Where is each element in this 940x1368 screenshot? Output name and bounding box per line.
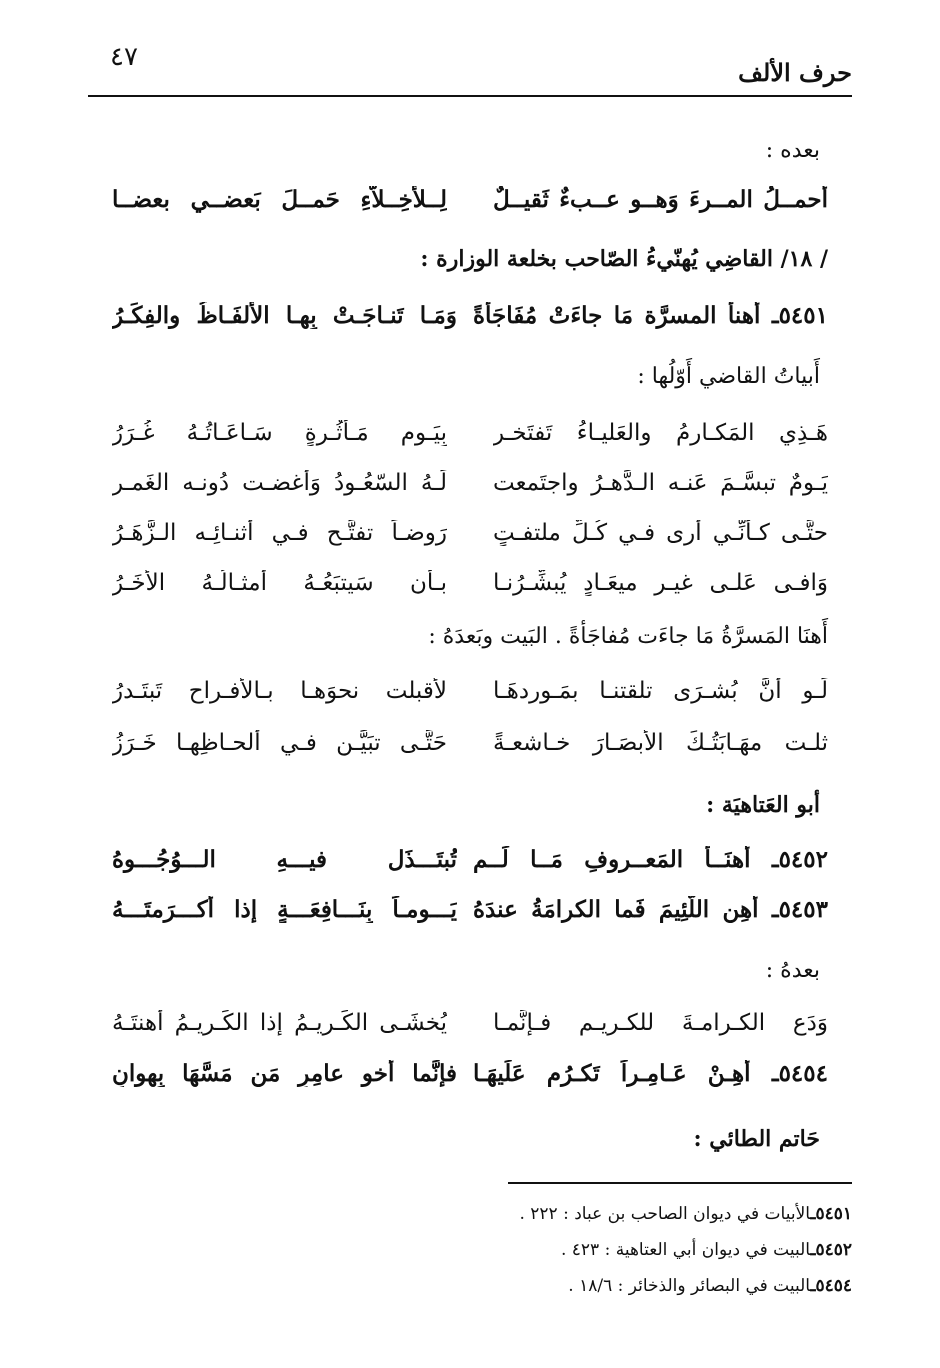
verse-line [112,420,828,464]
after-label: بعده : [765,138,820,163]
verse-hemistich-second: لِــلأَخِــلاَّءِ حَمــلَ بَعضــي بعضــا [112,186,447,213]
verse-hemistich-second: فإِنَّما أَخو عامِرٍ مَن مَسَّهَا بِهوانِ [112,1060,457,1087]
footnote-number: ٥٤٥٢ـ [810,1240,852,1260]
header-divider [88,95,852,97]
verse-hemistich-second: حَتَّـى تبَيَّـن فـي أَلحـاظِهـا خَـرَزُ [112,730,447,756]
footnote-divider [508,1182,852,1184]
verse-hemistich-first: ٥٤٥٢ـ أَهنَــأُ المَعــروفِ مَــا لَــم [473,846,828,873]
section-heading: / ١٨/ القاضِي يُهنّيءُ الصّاحب بخلعة الوزارة : [420,246,828,272]
footnote-text: الأبيات في ديوان الصاحب بن عباد : ٢٢٢ . [519,1204,811,1224]
footnote-number: ٥٤٥٤ـ [810,1276,852,1296]
chapter-title: حرف الألف [738,58,852,87]
page-number: ٤٧ [110,42,138,72]
verse-hemistich-second: لأَقبلت نحوَهـا بـالأفـراح تَبتَـدرُ [112,678,447,704]
verse-hemistich-first: أَحمــلُ المــرءَ وَهــو عــبءٌ ثَقيــلٌ [493,186,828,213]
verse-line [112,1010,828,1054]
verse-hemistich-first: وَافـى عَلـى غيـرِ ميعَـادٍ يُبشِّـرُنـا [493,570,828,596]
verse-line [112,896,828,940]
verse-hemistich-first: ثلـت مهَـابَتُـكَ الأَبصَـارَ خـاشعـةً [493,730,828,756]
verse-hemistich-first: حتَّـى كـأَنِّـي أَرى فـي كُـلِّ ملتفـتٍ [493,520,828,546]
footnote [568,1276,852,1296]
verse-hemistich-first: لَـو أنَّ بُشـرَى تلقتنـا بمَـوردهَـا [493,678,828,704]
footnote-text: البيت في ديوان أبي العتاهية : ٤٢٣ . [560,1240,811,1260]
verse-hemistich-second: بِيَـوم مَـأثُـرةٍ سَـاعَـاتُـهُ غُـرَرُ [112,420,447,446]
footnote [519,1204,852,1224]
verse-line [112,1060,828,1104]
verse-hemistich-first: ٥٤٥٤ـ أَهِـنْ عَـامِـراً تَكـرُم عَلَيهَـا [473,1060,828,1087]
verse-hemistich-second: لَـهُ السّعُـودُ وَأغضـت دُونـه الغَمـر [112,470,447,496]
verse-line [112,730,828,774]
verse-hemistich-first: هَـذِي المَكـارِمُ والعَليـاءُ تَفتَخـر [493,420,828,446]
verse-line [112,570,828,614]
verse-line [112,470,828,514]
verse-hemistich-second: بـأن سَيتبَعُـهُ أمثـالُـهُ الأُخَـرُ [112,570,447,596]
verse-hemistich-second: يَـــومـاً بِنَـــافِعَـــةٍ إِذا أَكـــرَمتَـــهُ [112,896,457,923]
verse-hemistich-second: وَمَـا تَنـاجَـتْ بِهـا الألفَـاظُ والفِكَـرُ [112,302,457,329]
intro-text: أَبياتُ القاضي أَوّلُها : [637,364,820,389]
verse-hemistich-second: يُخشَـى الكَـريـمُ إذا الكَـريـمُ أَهنتَـهُ [112,1010,447,1036]
verse-line [112,846,828,890]
footnote-text: البيت في البصائر والذخائر : ١٨/٦ . [568,1276,811,1296]
verse-hemistich-first: ٥٤٥٣ـ أَهِن اللَّئِيمَ فَما الكرامَةُ عندَهُ [473,896,828,923]
verse-hemistich-second: رَوضـاً تفتَّـح فـي أثنـائِـه الـزَّهَـرُ [112,520,447,546]
verse-line [112,302,828,346]
poet-name: حَاتم الطائي : [693,1126,820,1152]
footnote [561,1240,852,1260]
verse-hemistich-first: وَدَع الكـرامـةَ للكـريـم فـإِنَّمـا [493,1010,828,1036]
poet-name: أبو العَتاهيَة : [706,792,820,818]
verse-hemistich-first: ٥٤٥١ـ أَهنأُ المسرَّة مَا جاءَتْ مُفَاجَأةً [473,302,828,329]
intro-text: أَهنَا المَسرَّةُ مَا جاءَت مُفاجَأةً . البَيت وبَعدَهُ : [428,624,828,649]
footnote-number: ٥٤٥١ـ [810,1204,852,1224]
verse-line [112,186,828,230]
after-label: بعدهُ : [765,958,820,983]
verse-line [112,520,828,564]
verse-hemistich-second: تُبتَـــذَل فيـــهِ الـــوُجُـــوهُ [112,846,457,873]
verse-line [112,678,828,722]
verse-hemistich-first: يَـومٌ تبسَّـمَ عَنـه الـدَّهـرُ واجتَمعت [493,470,828,496]
